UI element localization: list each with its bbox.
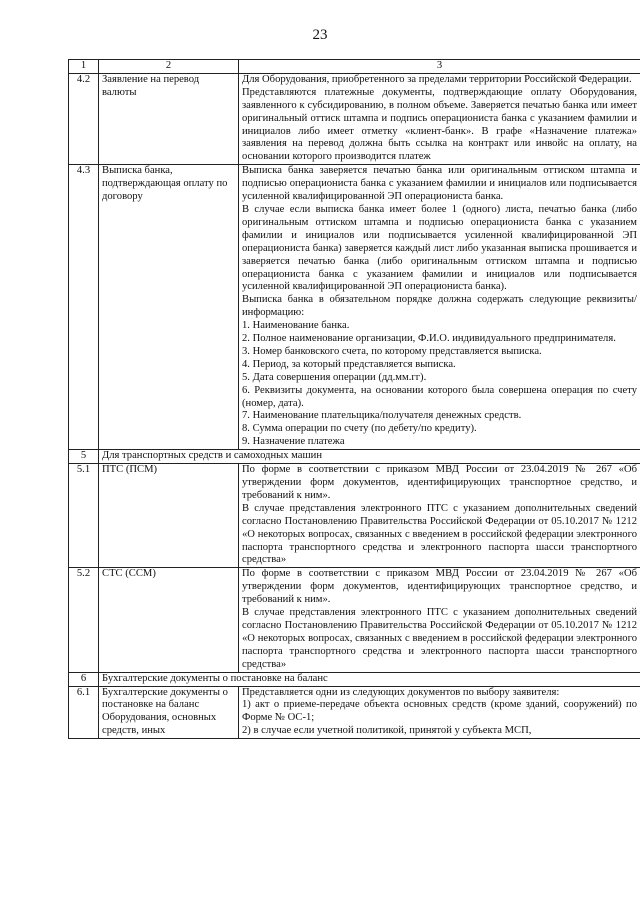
requirement-paragraph: В случае представления электронного ПТС с указанием дополнительных сведений согласно Постановлению Правительства Российской Федерации от 05.10.2017 № 1212 «О некоторых вопросах, связанных с введением в российской федерации электронного паспорта транспортного средства и электронного паспорта шасси транспортного средства» <box>242 607 637 670</box>
requirement-paragraph: По форме в соответствии с приказом МВД России от 23.04.2019 № 267 «Об утверждении форм документов, идентифицирующих транспортное средство, и требований к ним». <box>242 568 637 606</box>
row-number: 5.2 <box>69 568 99 672</box>
table-row <box>69 686 640 739</box>
requirement-paragraph: 9. Назначение платежа <box>242 436 345 448</box>
document-requirements <box>239 73 640 164</box>
document-name: Бухгалтерские документы о постановке на баланс Оборудования, основных средств, иных <box>99 686 239 739</box>
requirement-paragraph: Выписка банка заверяется печатью банка или оригинальным оттиском штампа и подписью операциониста банка с указанием фамилии и инициалов или подписывается усиленной квалифицированной ЭП операциониста банка. <box>242 165 637 203</box>
row-number: 5.1 <box>69 464 99 568</box>
section-row <box>69 672 640 686</box>
requirement-paragraph: 6. Реквизиты документа, на основании которого была совершена операция по счету (номер, дата). <box>242 384 637 409</box>
document-requirements <box>239 568 640 672</box>
requirement-paragraph: Выписка банка в обязательном порядке должна содержать следующие реквизиты/информацию: <box>242 294 637 319</box>
section-title: Бухгалтерские документы о постановке на баланс <box>99 672 640 686</box>
document-requirements <box>239 686 640 739</box>
requirement-paragraph: 5. Дата совершения операции (дд.мм.гг). <box>242 371 427 383</box>
requirement-paragraph: Представляются платежные документы, подтверждающие оплату Оборудования, заявленного к субсидированию, в полном объеме. Заверяется печатью банка или имеет оригинальный оттиск штампа и подпись операциониста банка с указанием фамилии и инициалов либо имеет отметку «клиент-банк». В графе «Назначение платежа» заявления на перевод должна быть ссылка на контракт или инвойс на оплату, на основании которого производится платеж <box>242 86 637 163</box>
row-number: 6.1 <box>69 686 99 739</box>
table-row <box>69 464 640 568</box>
row-number: 5 <box>69 450 99 464</box>
document-name: Заявление на перевод валюты <box>99 73 239 164</box>
requirement-paragraph: 2) в случае если учетной политикой, принятой у субъекта МСП, <box>242 725 532 737</box>
document-name: ПТС (ПСМ) <box>99 464 239 568</box>
requirements-table <box>68 59 640 739</box>
requirement-paragraph: По форме в соответствии с приказом МВД России от 23.04.2019 № 267 «Об утверждении форм документов, идентифицирующих транспортное средство, и требований к ним». <box>242 464 637 501</box>
page-number: 23 <box>312 27 328 43</box>
requirement-paragraph: Для Оборудования, приобретенного за пределами территории Российской Федерации. <box>242 73 632 85</box>
requirement-paragraph: 7. Наименование плательщика/получателя денежных средств. <box>242 410 522 422</box>
requirement-paragraph: 2. Полное наименование организации, Ф.И.О. индивидуального предпринимателя. <box>242 333 616 345</box>
requirement-paragraph: В случае представления электронного ПТС с указанием дополнительных сведений согласно Постановлению Правительства Российской Федерации от 05.10.2017 № 1212 «О некоторых вопросах, связанных с введением в российской федерации электронного паспорта транспортного средства и электронного паспорта шасси транспортного средства» <box>242 502 637 566</box>
document-name: Выписка банка, подтверждающая оплату по договору <box>99 165 239 450</box>
requirement-paragraph: 1. Наименование банка. <box>242 320 350 332</box>
section-title: Для транспортных средств и самоходных машин <box>99 450 640 464</box>
table-header-row <box>69 60 640 74</box>
section-row <box>69 450 640 464</box>
header-col-3: 3 <box>239 60 640 74</box>
requirement-paragraph: Представляется одни из следующих документов по выбору заявителя: <box>242 686 560 698</box>
requirement-paragraph: В случае если выписка банка имеет более 1 (одного) листа, печатью банка (либо оригинальным оттиском штампа и подписью операциониста банка с указанием фамилии и инициалов или подписывается усиленной квалифицированной ЭП операциониста банка) заверяется каждый лист либо указанная выписка прошивается и заверяется печатью банка (либо оригинальным оттиском штампа и подписью операциониста банка с указанием фамилии и инициалов или подписывается усиленной квалифицированной ЭП операциониста банка). <box>242 203 637 293</box>
row-number: 4.2 <box>69 73 99 164</box>
document-name: СТС (ССМ) <box>99 568 239 672</box>
table-row <box>69 73 640 164</box>
row-number: 4.3 <box>69 165 99 450</box>
document-requirements <box>239 165 640 450</box>
requirement-paragraph: 8. Сумма операции по счету (по дебету/по кредиту). <box>242 423 477 435</box>
table-row <box>69 568 640 672</box>
table-row <box>69 165 640 450</box>
requirement-paragraph: 1) акт о приеме-передаче объекта основных средств (кроме зданий, сооружений) по Форме № ОС-1; <box>242 699 637 724</box>
requirement-paragraph: 4. Период, за который представляется выписка. <box>242 358 456 370</box>
header-col-2: 2 <box>99 60 239 74</box>
requirement-paragraph: 3. Номер банковского счета, по которому представляется выписка. <box>242 345 542 357</box>
header-col-1: 1 <box>69 60 99 74</box>
row-number: 6 <box>69 672 99 686</box>
document-requirements <box>239 464 640 568</box>
